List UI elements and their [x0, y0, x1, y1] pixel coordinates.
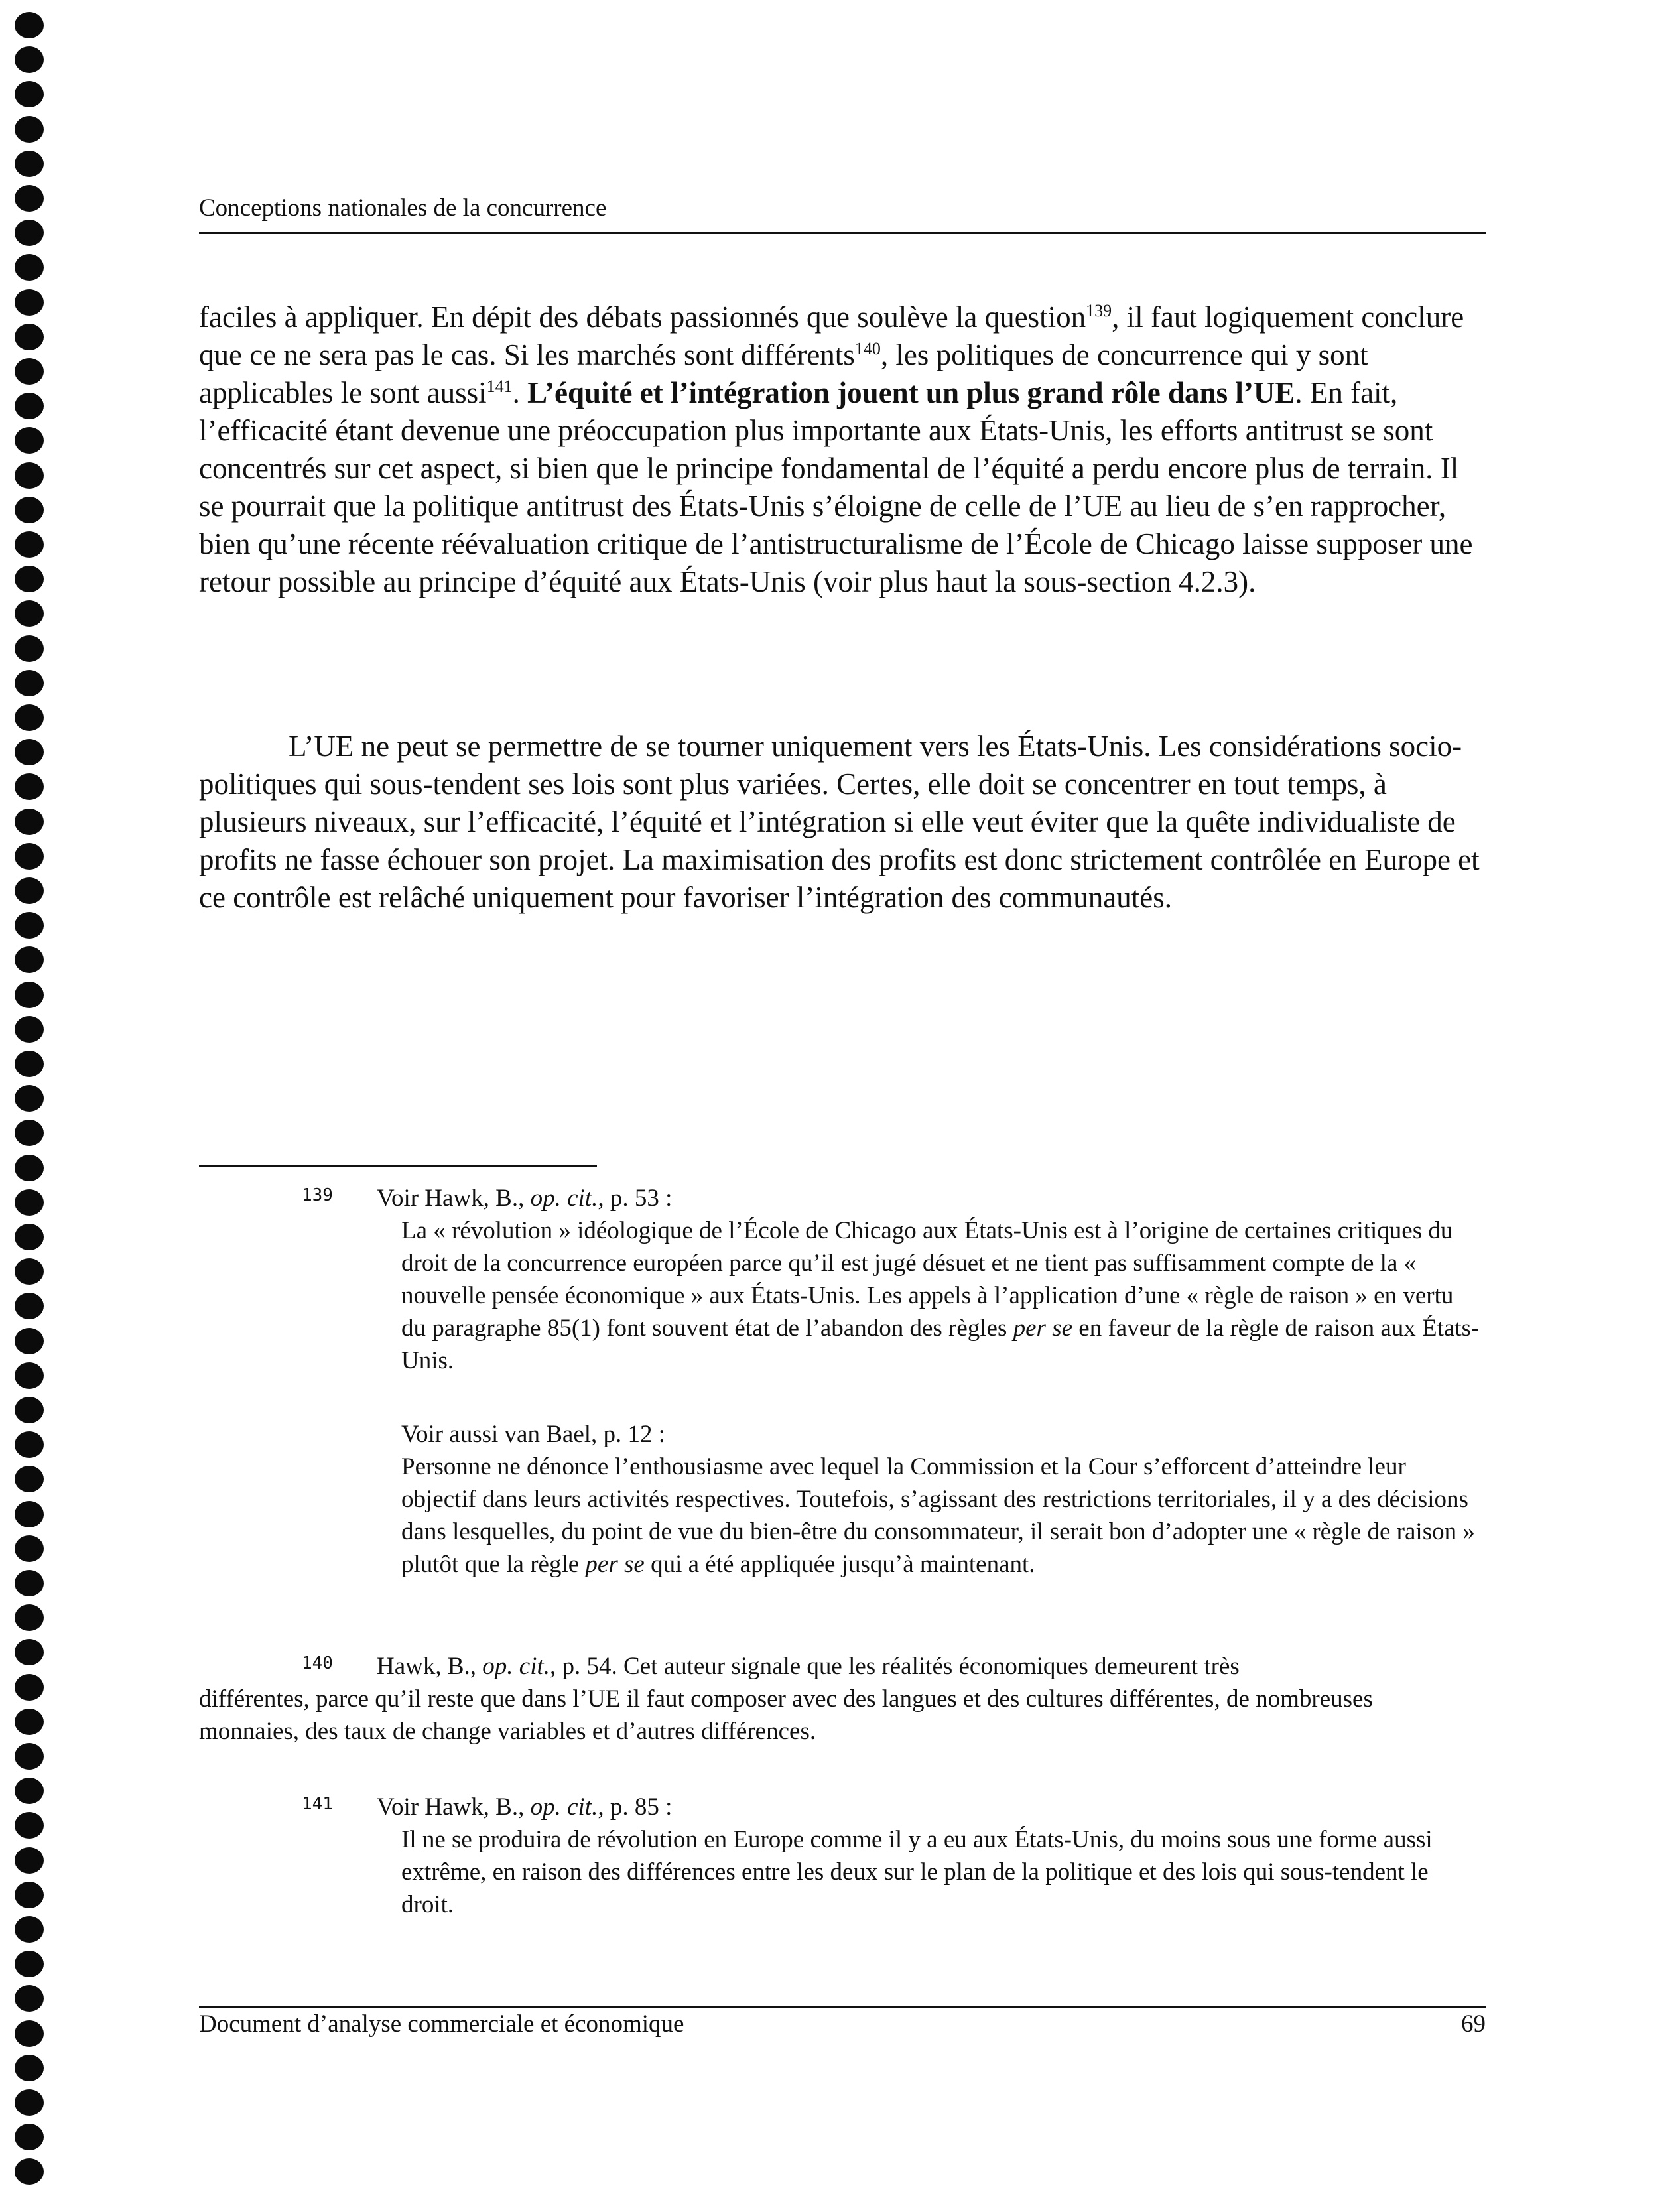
binder-hole	[15, 151, 44, 177]
binder-hole	[15, 1985, 44, 2012]
binder-hole	[15, 1155, 44, 1181]
binder-hole	[15, 566, 44, 592]
footnote-number: 141	[302, 1794, 333, 1814]
binder-hole	[15, 1535, 44, 1562]
binder-hole	[15, 635, 44, 662]
binder-hole	[15, 843, 44, 870]
binder-hole	[15, 1951, 44, 1977]
binder-hole	[15, 462, 44, 489]
footnote-quote-2: Personne ne dénonce l’enthousiasme avec lequel la Commission et la Cour s’efforcent d’atteindre leur objectif dans leurs activités respectives. Toutefois, s’agissant des restrictions territoriales, il y a des décisions dans lesquelles, du point de vue du bien-être du consommateur, il serait bon d’adopter une « règle de raison » plutôt que la règle per se qui a été appliquée jusqu’à maintenant.	[401, 1453, 1475, 1578]
footnote-ref-141[interactable]: 141	[486, 377, 513, 396]
binder-hole	[15, 324, 44, 350]
binder-hole	[15, 393, 44, 419]
binder-hole	[15, 12, 44, 38]
binder-hole	[15, 254, 44, 281]
binder-hole	[15, 1328, 44, 1354]
binder-hole	[15, 1639, 44, 1665]
bold-emphasis: L’équité et l’intégration jouent un plus grand rôle dans l’UE	[527, 376, 1295, 409]
body-paragraph-2: L’UE ne peut se permettre de se tourner uniquement vers les États-Unis. Les considérations socio-politiques qui sous-tendent ses lois sont plus variées. Certes, elle doit se concentrer en tout temps, à plusieurs niveaux, sur l’efficacité, l’équité et l’intégration si elle veut éviter que la quête individualiste de profits ne fasse échouer son projet. La maximisation des profits est donc strictement contrôlée en Europe et ce contrôle est relâché uniquement pour favoriser l’intégration des communautés.	[199, 730, 1480, 914]
binder-hole	[15, 1743, 44, 1770]
footnote-text-first: Hawk, B., op. cit., p. 54. Cet auteur signale que les réalités économiques demeurent très	[377, 1653, 1240, 1680]
binder-hole	[15, 1674, 44, 1701]
binder-hole	[15, 946, 44, 973]
binder-hole	[15, 289, 44, 316]
binder-hole	[15, 2089, 44, 2116]
binder-hole	[15, 2055, 44, 2081]
binder-hole	[15, 982, 44, 1008]
footnote-ref-140[interactable]: 140	[854, 339, 881, 358]
binder-hole	[15, 1916, 44, 1943]
binder-hole	[15, 912, 44, 939]
binder-hole	[15, 427, 44, 454]
footnote-intro: Voir Hawk, B., op. cit., p. 85 :	[377, 1793, 673, 1821]
binder-hole	[15, 81, 44, 107]
footnote-intro: Voir Hawk, B., op. cit., p. 53 :	[377, 1185, 673, 1212]
binder-hole	[15, 739, 44, 765]
binder-hole	[15, 220, 44, 246]
binder-hole	[15, 2158, 44, 2185]
footnote-ref-139[interactable]: 139	[1086, 301, 1112, 320]
binder-hole	[15, 809, 44, 835]
binder-hole	[15, 2020, 44, 2047]
binder-hole	[15, 1051, 44, 1077]
binder-hole	[15, 704, 44, 731]
binder-hole	[15, 1258, 44, 1285]
page-number: 69	[1461, 2010, 1486, 2038]
binder-hole	[15, 497, 44, 523]
binder-hole	[15, 116, 44, 143]
binder-hole	[15, 1431, 44, 1458]
binder-hole	[15, 1224, 44, 1250]
footnote-number: 139	[302, 1185, 333, 1205]
binder-hole	[15, 1501, 44, 1527]
footnote-intro-2: Voir aussi van Bael, p. 12 :	[401, 1421, 666, 1448]
binder-hole	[15, 1778, 44, 1804]
binder-hole	[15, 531, 44, 558]
binder-hole	[15, 1847, 44, 1874]
footnote-quote: Il ne se produira de révolution en Europe comme il y a eu aux États-Unis, du moins sous une forme aussi extrême, en raison des différences entre les deux sur le plan de la politique et des lois qui sous-tendent le droit.	[401, 1826, 1433, 1918]
body-paragraph-1: faciles à appliquer. En dépit des débats passionnés que soulève la question$^{139}$, il faut logiquement conclure que ce ne sera pas le cas. Si les marchés sont différents$^{140}$, les politiques de concurrence qui y sont applicables le sont aussi$^{141}$. L’équité et l’intégration jouent un plus grand rôle dans l’UE. En fait, l’efficacité étant devenue une préoccupation plus importante aux États-Unis, les efforts antitrust se sont concentrés sur cet aspect, si bien que le principe fondamental de l’équité a perdu encore plus de terrain. Il se pourrait que la politique antitrust des États-Unis s’éloigne de celle de l’UE au lieu de s’en rapprocher, bien qu’une récente réévaluation critique de l’antistructuralisme de l’École de Chicago laisse supposer une retour possible au principe d’équité aux États-Unis (voir plus haut la sous-section 4.2.3).	[199, 300, 1473, 598]
binder-hole	[15, 1882, 44, 1908]
binder-hole	[15, 46, 44, 73]
footnote-separator	[199, 1165, 597, 1167]
binder-hole	[15, 2124, 44, 2150]
binder-hole	[15, 1812, 44, 1839]
binder-hole	[15, 1189, 44, 1216]
binder-hole	[15, 1362, 44, 1389]
binder-hole	[15, 1016, 44, 1043]
running-header: Conceptions nationales de la concurrence	[199, 194, 607, 222]
binder-hole	[15, 670, 44, 696]
binder-hole	[15, 1466, 44, 1492]
binder-hole	[15, 358, 44, 385]
binder-hole	[15, 600, 44, 627]
binder-hole	[15, 773, 44, 800]
binder-hole	[15, 1293, 44, 1319]
footnote-text-rest: différentes, parce qu’il reste que dans l’UE il faut composer avec des langues et des cultures différentes, de nombreuses monnaies, des taux de change variables et d’autres différences.	[199, 1685, 1373, 1745]
footer-title: Document d’analyse commerciale et économique	[199, 2010, 684, 2038]
footnote-quote: La « révolution » idéologique de l’École de Chicago aux États-Unis est à l’origine de certaines critiques du droit de la concurrence européen parce qu’il est jugé désuet et ne tient pas suffisamment compte de la « nouvelle pensée économique » aux États-Unis. Les appels à l’application d’une « règle de raison » en vertu du paragraphe 85(1) font souvent état de l’abandon des règles per se en faveur de la règle de raison aux États-Unis.	[401, 1217, 1480, 1374]
binder-hole	[15, 1085, 44, 1112]
page-footer	[199, 2006, 1486, 2038]
header-rule	[199, 232, 1486, 234]
binder-hole	[15, 185, 44, 212]
binder-hole	[15, 1709, 44, 1735]
binder-hole	[15, 1604, 44, 1631]
footnote-number: 140	[302, 1654, 333, 1673]
binder-hole	[15, 877, 44, 904]
binder-hole	[15, 1570, 44, 1596]
binder-holes	[15, 12, 48, 2201]
binder-hole	[15, 1397, 44, 1423]
binder-hole	[15, 1120, 44, 1146]
